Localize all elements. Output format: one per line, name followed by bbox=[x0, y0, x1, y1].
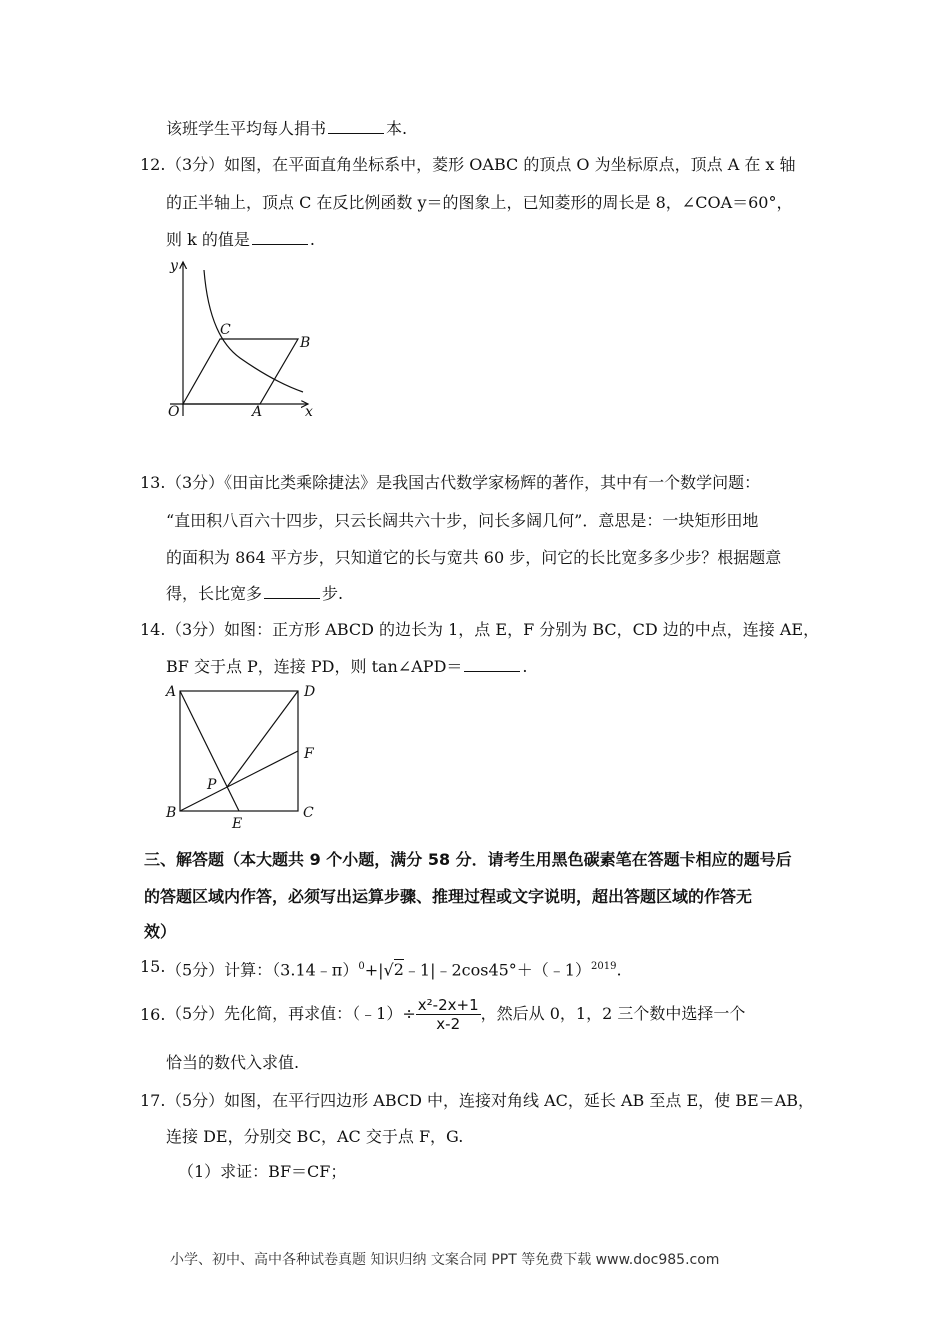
rhombus-OABC bbox=[183, 339, 298, 404]
square-outline bbox=[180, 691, 298, 811]
label-O: O bbox=[168, 404, 180, 420]
section3-line1: 三、解答题（本大题共 9 个小题，满分 58 分．请考生用黑色碳素笔在答题卡相应的题号后 bbox=[144, 850, 792, 869]
label-C: C bbox=[220, 322, 231, 338]
q15-number: 15. bbox=[140, 957, 166, 976]
q14-line2: BF 交于点 P，连接 PD，则 tan∠APD＝ . bbox=[166, 657, 528, 676]
segment-AE bbox=[180, 691, 239, 811]
q14-number: 14. bbox=[140, 620, 166, 639]
label-y: y bbox=[170, 258, 178, 274]
label-B: B bbox=[166, 805, 177, 821]
q16-expression: （5分）先化简，再求值：（﹣1）÷ $\frac{\text{x²-2x+1}}{x-2}$ ，然后从 0，1，2 三个数中选择一个 bbox=[166, 996, 746, 1033]
answer-blank bbox=[264, 584, 320, 599]
label-A: A bbox=[252, 404, 263, 420]
label-D: D bbox=[304, 684, 316, 700]
answer-blank bbox=[252, 230, 308, 245]
q16-line2: 恰当的数代入求值. bbox=[166, 1053, 300, 1072]
figure-rhombus-hyperbola bbox=[160, 250, 330, 425]
q13-line1: （3分）《田亩比类乘除捷法》是我国古代数学家杨辉的著作，其中有一个数学问题： bbox=[166, 473, 761, 492]
q17-line1: （5分）如图，在平行四边形 ABCD 中，连接对角线 AC，延长 AB 至点 E，使 BE＝AB， bbox=[166, 1091, 815, 1110]
segment-PD bbox=[227, 691, 298, 787]
q13-number: 13. bbox=[140, 473, 166, 492]
q12-line2: 的正半轴上，顶点 C 在反比例函数 y＝的图象上，已知菱形的周长是 8，∠COA＝60°， bbox=[166, 193, 793, 212]
segment-BF bbox=[180, 751, 298, 811]
q13-line3: 的面积为 864 平方步，只知道它的长与宽共 60 步，问它的长比宽多多少步？根据题意 bbox=[166, 548, 782, 567]
q11-tail: 该班学生平均每人捐书 本. bbox=[166, 119, 408, 138]
q12-line1: （3分）如图，在平面直角坐标系中，菱形 OABC 的顶点 O 为坐标原点，顶点 A 在 x 轴 bbox=[166, 155, 796, 174]
q15-expression: （5分）计算：（3.14﹣π）$^0$+|√2﹣1|﹣2cos45°＋（﹣1）$^{2019}$. bbox=[166, 960, 622, 980]
section3-line2: 的答题区域内作答，必须写出运算步骤、推理过程或文字说明，超出答题区域的作答无 bbox=[144, 887, 753, 906]
label-P: P bbox=[207, 777, 217, 793]
q16-number: 16. bbox=[140, 1005, 166, 1024]
fraction: $\frac{\text{x²-2x+1}}{x-2}$ bbox=[417, 996, 479, 1033]
q14-line1: （3分）如图：正方形 ABCD 的边长为 1，点 E，F 分别为 BC，CD 边的中点，连接 AE， bbox=[166, 620, 820, 639]
answer-blank bbox=[328, 119, 384, 134]
sqrt-symbol: √ bbox=[383, 960, 394, 980]
label-A: A bbox=[166, 684, 177, 700]
label-B: B bbox=[300, 335, 311, 351]
q13-line4: 得，长比宽多 步. bbox=[166, 584, 344, 603]
label-F: F bbox=[304, 746, 314, 762]
q17-number: 17. bbox=[140, 1091, 166, 1110]
section3-line3: 效） bbox=[144, 922, 177, 941]
label-x: x bbox=[305, 404, 313, 420]
q13-line2: “直田积八百六十四步，只云长阔共六十步，问长多阔几何”．意思是：一块矩形田地 bbox=[166, 511, 759, 530]
answer-blank bbox=[464, 657, 520, 672]
q12-number: 12. bbox=[140, 155, 166, 174]
page-footer: 小学、初中、高中各种试卷真题 知识归纳 文案合同 PPT 等免费下载 www.doc985.com bbox=[170, 1252, 720, 1268]
label-C: C bbox=[303, 805, 314, 821]
figure-square-ABCD bbox=[160, 680, 330, 832]
q17-line2: 连接 DE，分别交 BC，AC 交于点 F，G. bbox=[166, 1127, 464, 1146]
label-E: E bbox=[232, 816, 243, 832]
q17-sub1: （1）求证：BF＝CF； bbox=[178, 1162, 347, 1181]
hyperbola-curve bbox=[204, 270, 303, 392]
q12-line3: 则 k 的值是 . bbox=[166, 230, 315, 249]
